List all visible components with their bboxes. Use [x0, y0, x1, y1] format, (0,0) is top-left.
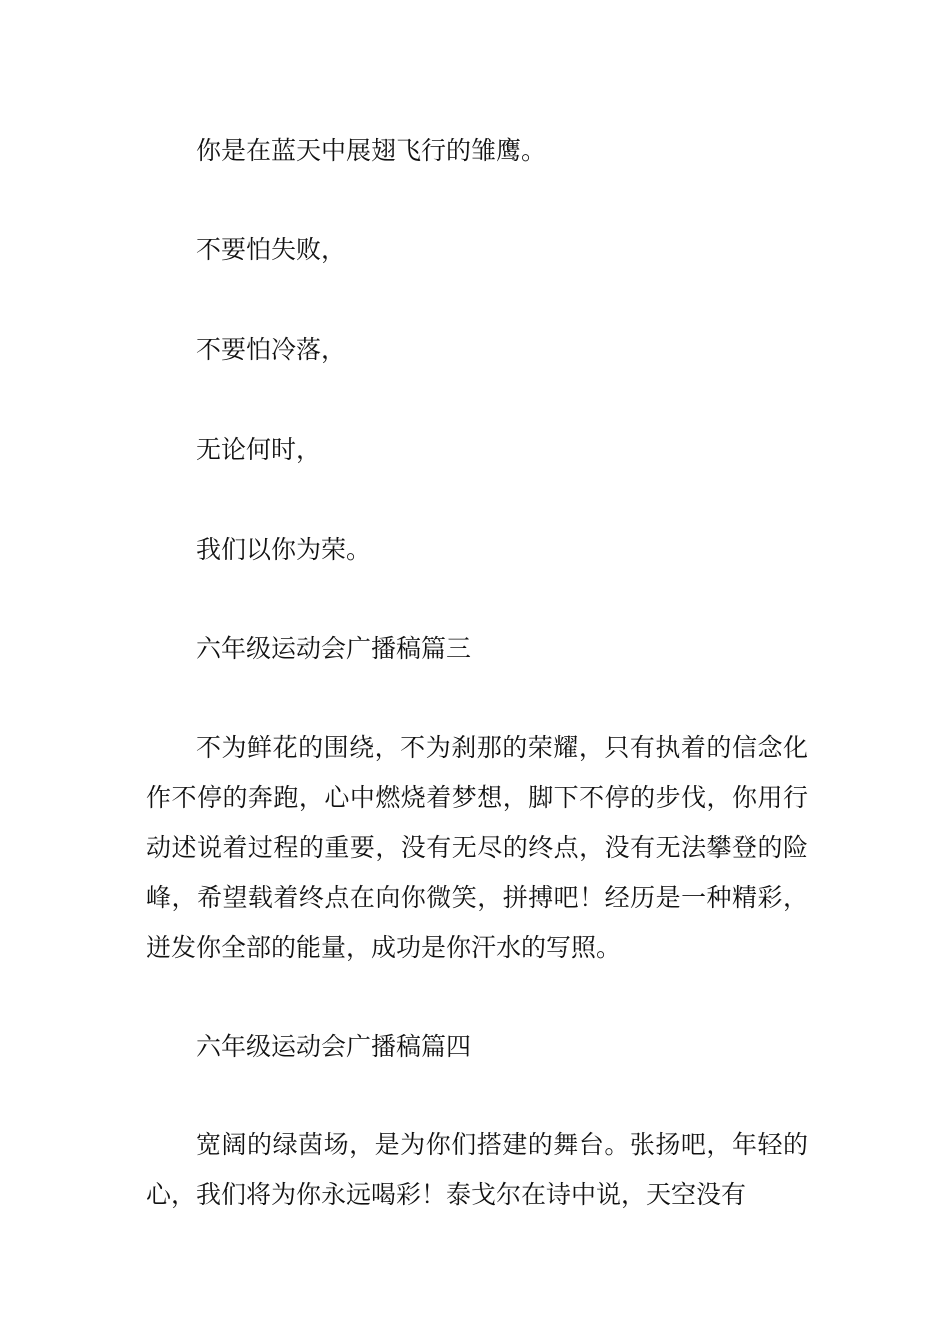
poem-line-3: 不要怕冷落， [196, 335, 347, 364]
poem-line-5: 我们以你为荣。 [196, 535, 372, 564]
section-3-paragraph: 不为鲜花的围绕，不为刹那的荣耀，只有执着的信念化作不停的奔跑，心中燃烧着梦想，脚下不停的步伐，你用行动述说着过程的重要，没有无尽的终点，没有无法攀登的险峰，希望载着终点在向你微笑，拼搏吧！经历是一种精彩，迸发你全部的能量，成功是你汗水的写照。 [146, 733, 808, 962]
poem-line-2: 不要怕失败， [196, 235, 347, 264]
section-4-paragraph: 宽阔的绿茵场，是为你们搭建的舞台。张扬吧，年轻的心，我们将为你永远喝彩！泰戈尔在诗中说，天空没有 [146, 1130, 808, 1209]
poem-line-1: 你是在蓝天中展翅飞行的雏鹰。 [196, 136, 547, 165]
poem-line-4: 无论何时， [196, 435, 322, 464]
section-heading-4: 六年级运动会广播稿篇四 [196, 1032, 472, 1061]
section-heading-3: 六年级运动会广播稿篇三 [196, 634, 472, 663]
